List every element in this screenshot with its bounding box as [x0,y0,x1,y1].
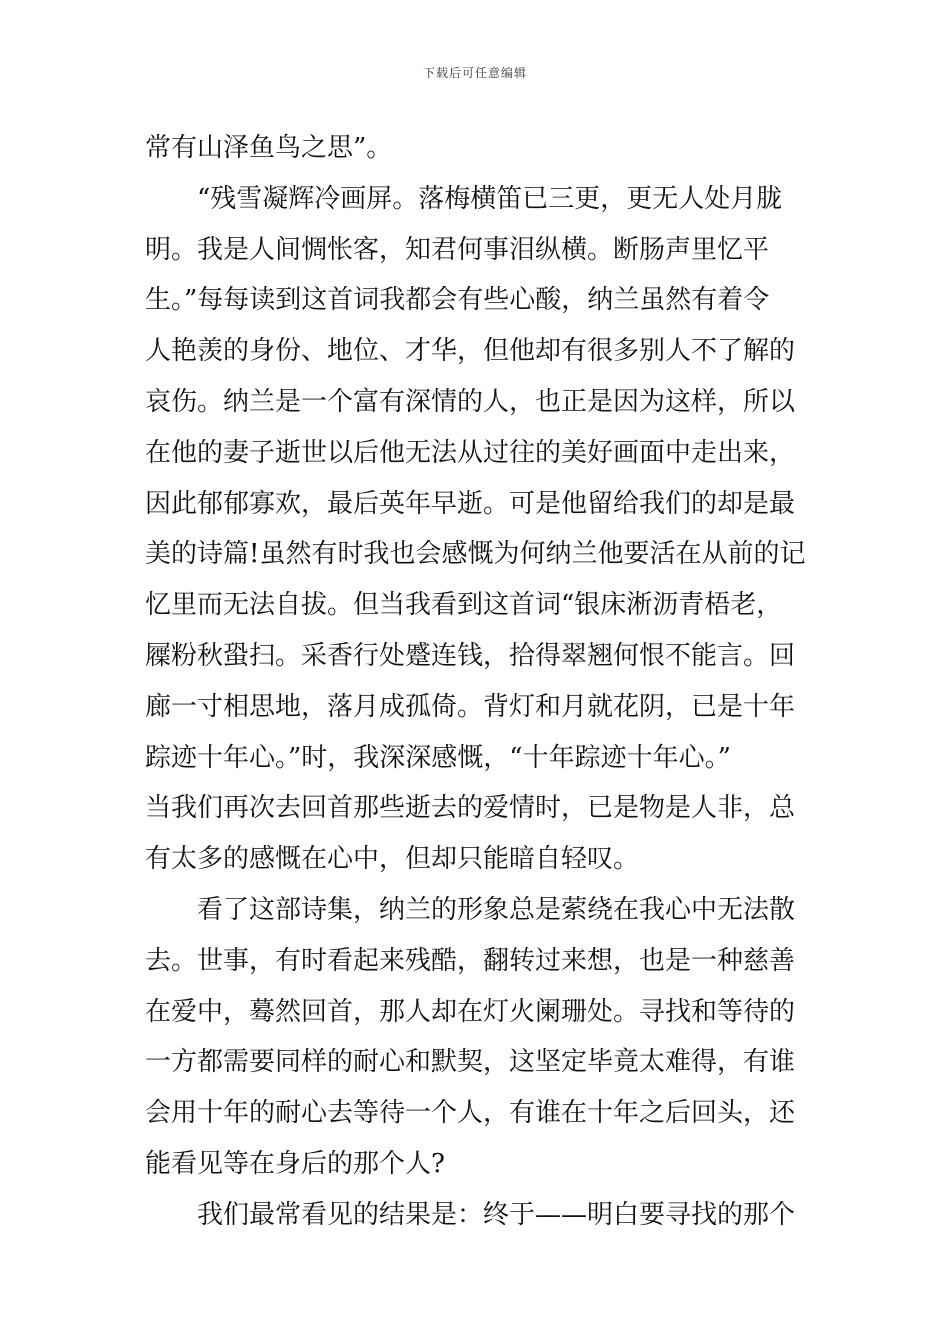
text-line: 常有山泽鱼鸟之思”。 [145,133,393,163]
text-line: 看了这部诗集，纳兰的形象总是萦绕在我心中无法散 [197,894,796,925]
body-text [145,123,810,1241]
text-line: 人艳羡的身份、地位、才华，但他却有很多别人不了解的 [145,336,796,367]
text-line: 会用十年的耐心去等待一个人，有谁在十年之后回头，还 [145,1098,796,1129]
text-line: 在爱中，蓦然回首，那人却在灯火阑珊处。寻找和等待的 [145,996,796,1027]
page-header: 下载后可任意编辑 [422,66,527,80]
text-line: 生。”每每读到这首词我都会有些心酸，纳兰虽然有着令 [145,285,770,316]
text-line: 能看见等在身后的那个人? [145,1148,445,1179]
text-line: “残雪凝辉冷画屏。落梅横笛已三更，更无人处月胧 [197,183,783,214]
text-line: 哀伤。纳兰是一个富有深情的人，也正是因为这样，所以 [145,386,796,417]
text-line: 忆里而无法自拔。但当我看到这首词“银床淅沥青梧老， [145,590,783,621]
text-line: 在他的妻子逝世以后他无法从过往的美好画面中走出来， [145,437,796,468]
text-line: 廊一寸相思地，落月成孤倚。背灯和月就花阴，已是十年 [145,691,796,722]
text-line: 屧粉秋蛩扫。采香行处蹙连钱，拾得翠翘何恨不能言。回 [145,640,796,671]
text-line: 去。世事，有时看起来残酷，翻转过来想，也是一种慈善 [145,945,796,976]
text-line: 明。我是人间惆怅客，知君何事泪纵横。断肠声里忆平 [145,234,770,265]
text-line: 一方都需要同样的耐心和默契，这坚定毕竟太难得，有谁 [145,1047,796,1078]
text-line: 有太多的感慨在心中，但却只能暗自轻叹。 [145,844,640,875]
text-line: 美的诗篇!虽然有时我也会感慨为何纳兰他要活在从前的记 [145,539,806,570]
text-line: 因此郁郁寡欢，最后英年早逝。可是他留给我们的却是最 [145,488,796,519]
text-line: 踪迹十年心。”时，我深深感慨，“十年踪迹十年心。” [145,742,731,773]
text-line: 当我们再次去回首那些逝去的爱情时，已是物是人非，总 [145,793,796,824]
text-line: 我们最常看见的结果是：终于——明白要寻找的那个 [197,1199,796,1230]
